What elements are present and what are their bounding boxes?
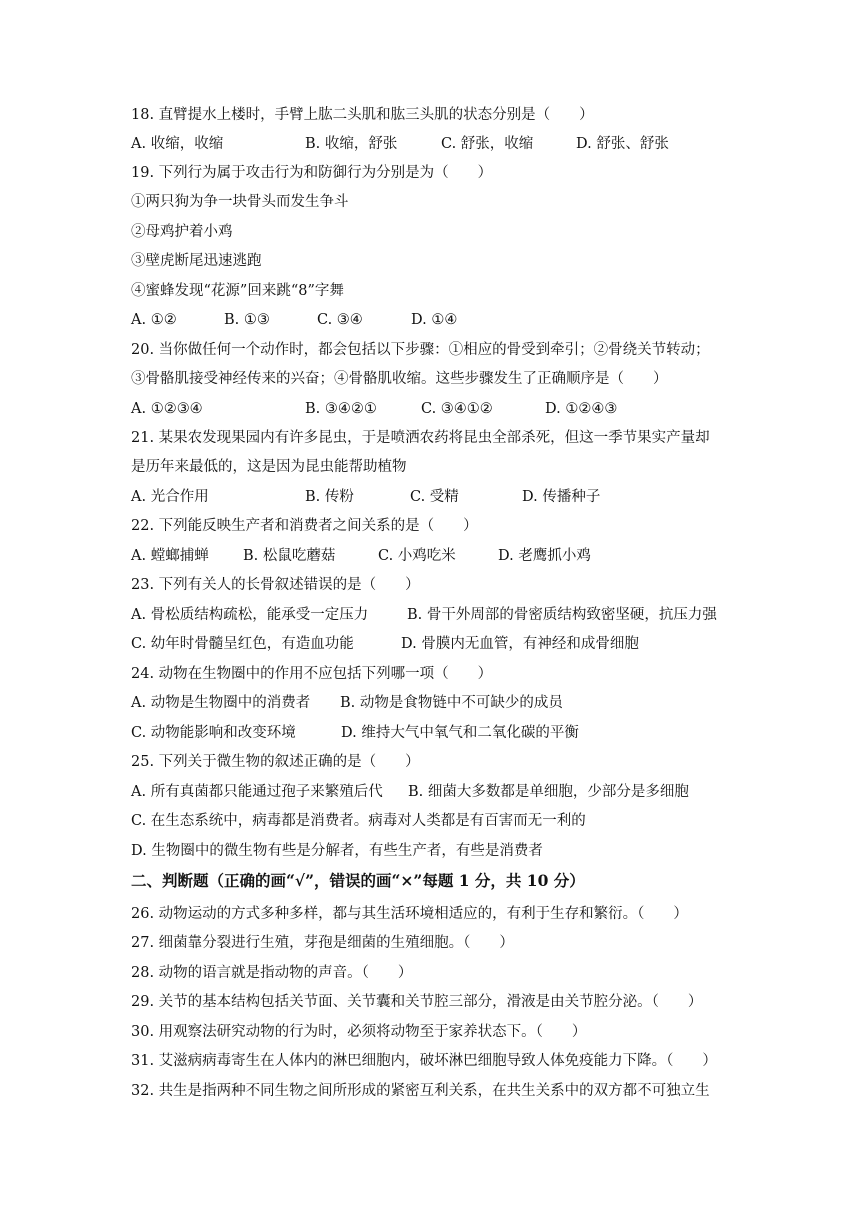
question-19-statement-1: ①两只狗为争一块骨头而发生争斗	[131, 194, 349, 210]
judgment-item-31: 31. 艾滋病病毒寄生在人体内的淋巴细胞内，破坏淋巴细胞导致人体免疫能力下降。（ ）	[131, 1053, 717, 1069]
question-22-stem: 22. 下列能反映生产者和消费者之间关系的是（ ）	[131, 518, 478, 534]
judgment-item-26: 26. 动物运动的方式多种多样，都与其生活环境相适应的，有利于生存和繁衍。（ ）	[131, 906, 688, 922]
option-c: C. ③④	[317, 312, 363, 328]
option-c: C. 小鸡吃米	[378, 548, 456, 564]
option-d: D. 骨膜内无血管，有神经和成骨细胞	[401, 636, 639, 652]
question-23-stem: 23. 下列有关人的长骨叙述错误的是（ ）	[131, 577, 420, 593]
question-19-statement-2: ②母鸡护着小鸡	[131, 224, 233, 240]
option-c: C. 动物能影响和改变环境	[131, 725, 296, 741]
option-c: C. 幼年时骨髓呈红色，有造血功能	[131, 636, 354, 652]
option-b: B. 松鼠吃蘑菇	[243, 548, 336, 564]
option-d: D. 维持大气中氧气和二氧化碳的平衡	[341, 725, 579, 741]
judgment-item-29: 29. 关节的基本结构包括关节面、关节囊和关节腔三部分，滑液是由关节腔分泌。（ ）	[131, 994, 703, 1010]
option-b: B. ③④②①	[305, 401, 377, 417]
question-21-stem-line-1: 21. 某果农发现果园内有许多昆虫，于是喷洒农药将昆虫全部杀死，但这一季节果实产量却	[131, 430, 710, 446]
option-d: D. 舒张、舒张	[576, 136, 669, 152]
question-25-stem: 25. 下列关于微生物的叙述正确的是（ ）	[131, 754, 420, 770]
option-a: A. 螳螂捕蝉	[131, 548, 209, 564]
question-19-statement-3: ③壁虎断尾迅速逃跑	[131, 253, 262, 269]
section-2-heading: 二、判断题（正确的画“√”，错误的画“×”每题 1 分，共 10 分）	[131, 871, 585, 890]
option-b: B. 收缩，舒张	[305, 136, 398, 152]
judgment-item-27: 27. 细菌靠分裂进行生殖，芽孢是细菌的生殖细胞。（ ）	[131, 935, 514, 951]
option-c: C. ③④①②	[421, 401, 493, 417]
option-c: C. 受精	[410, 489, 459, 505]
question-19-statement-4: ④蜜蜂发现“花源”回来跳“8”字舞	[131, 283, 344, 299]
option-a: A. 所有真菌都只能通过孢子来繁殖后代	[131, 784, 383, 800]
question-20-stem-line-2: ③骨骼肌接受神经传来的兴奋；④骨骼肌收缩。这些步骤发生了正确顺序是（ ）	[131, 371, 668, 387]
option-a: A. 骨松质结构疏松，能承受一定压力	[131, 607, 369, 623]
option-d: D. 传播种子	[522, 489, 601, 505]
question-25-option-c: C. 在生态系统中，病毒都是消费者。病毒对人类都是有百害而无一利的	[131, 813, 586, 829]
option-b: B. ①③	[224, 312, 270, 328]
option-b: B. 传粉	[305, 489, 354, 505]
option-b: B. 动物是食物链中不可缺少的成员	[340, 695, 563, 711]
judgment-item-28: 28. 动物的语言就是指动物的声音。（ ）	[131, 965, 413, 981]
question-25-option-d: D. 生物圈中的微生物有些是分解者，有些生产者，有些是消费者	[131, 843, 543, 859]
judgment-item-32: 32. 共生是指两种不同生物之间所形成的紧密互利关系，在共生关系中的双方都不可独立生	[131, 1083, 710, 1099]
judgment-item-30: 30. 用观察法研究动物的行为时，必须将动物至于家养状态下。（ ）	[131, 1024, 587, 1040]
option-a: A. ①②	[131, 312, 177, 328]
option-a: A. ①②③④	[131, 401, 203, 417]
option-c: C. 舒张，收缩	[441, 136, 534, 152]
option-d: D. 老鹰抓小鸡	[498, 548, 591, 564]
option-d: D. ①④	[411, 312, 458, 328]
option-a: A. 动物是生物圈中的消费者	[131, 695, 311, 711]
question-19-stem: 19. 下列行为属于攻击行为和防御行为分别是为（ ）	[131, 165, 493, 181]
option-d: D. ①②④③	[545, 401, 618, 417]
option-a: A. 收缩，收缩	[131, 136, 224, 152]
question-24-stem: 24. 动物在生物圈中的作用不应包括下列哪一项（ ）	[131, 666, 493, 682]
question-18-stem: 18. 直臂提水上楼时，手臂上肱二头肌和肱三头肌的状态分别是（ ）	[131, 107, 594, 123]
question-21-stem-line-2: 是历年来最低的，这是因为昆虫能帮助植物	[131, 459, 407, 475]
option-a: A. 光合作用	[131, 489, 209, 505]
option-b: B. 骨干外周部的骨密质结构致密坚硬，抗压力强	[407, 607, 717, 623]
question-20-stem-line-1: 20. 当你做任何一个动作时，都会包括以下步骤：①相应的骨受到牵引；②骨绕关节转动；	[131, 342, 710, 358]
option-b: B. 细菌大多数都是单细胞，少部分是多细胞	[408, 784, 689, 800]
